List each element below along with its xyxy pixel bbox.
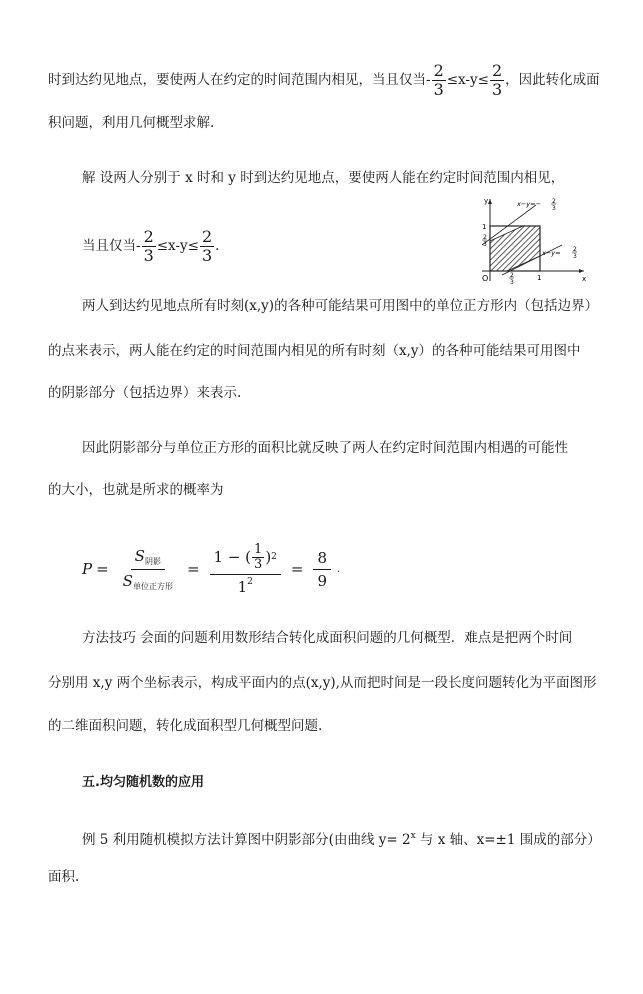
text-line — [48, 62, 600, 99]
text-line: 面积. — [48, 869, 80, 885]
lower-line-label: x−y= — [542, 249, 561, 257]
text-line: 解 设两人分别于 x 时和 y 时到达约见地点，要使两人能在约定时间范围内相见， — [82, 170, 565, 186]
upper-line-label: x−y=− — [517, 200, 542, 208]
fraction-numerator: 2 — [143, 227, 154, 246]
text-line: 两人到达约见地点所有时刻(x,y)的各种可能结果可用图中的单位正方形内（包括边界） — [82, 298, 599, 314]
text-span: 当且仅当- — [82, 238, 141, 254]
formula-p: P — [82, 560, 93, 578]
x-tick-frac-den: 3 — [510, 279, 514, 285]
formula-one-minus: 1 − ( — [213, 548, 252, 566]
fraction-denominator: 3 — [433, 80, 444, 99]
formula-sub-square: 单位正方形 — [132, 581, 173, 591]
fraction-denominator: 3 — [201, 246, 213, 265]
y-tick-frac-den: 3 — [483, 241, 487, 248]
result-den: 9 — [317, 571, 328, 590]
text-line: 的大小，也就是所求的概率为 — [48, 482, 224, 498]
formula-s: S — [134, 546, 145, 565]
text-span: 时到达约见地点，要使两人在约定的时间范围内相见，当且仅当- — [48, 72, 431, 88]
formula-equals: = — [186, 560, 200, 578]
fraction-numerator: 2 — [491, 61, 503, 80]
text-line — [82, 826, 601, 850]
formula-period: . — [337, 563, 341, 575]
x-tick-frac-num: 2 — [510, 272, 514, 279]
shaded-region — [490, 226, 540, 271]
computation-fraction — [210, 543, 281, 596]
inner-frac-num: 1 — [254, 541, 263, 557]
text-line: 积问题，利用几何概型求解. — [48, 115, 215, 131]
x-tick-one: 1 — [537, 274, 542, 282]
text-line: 因此阴影部分与单位正方形的面积比就反映了两人在约定时间范围内相遇的可能性 — [82, 440, 568, 456]
text-line: 的阴影部分（包括边界）来表示. — [48, 385, 242, 401]
formula-equals: = — [96, 560, 109, 578]
probability-formula — [82, 538, 340, 600]
text-span: 例 5 利用随机模拟方法计算图中阴影部分(由曲线 y= 2 — [82, 832, 411, 848]
unit-square-figure — [472, 193, 592, 285]
fraction-numerator: 2 — [201, 227, 213, 246]
result-num: 8 — [313, 549, 331, 570]
y-axis-arrow-icon — [488, 199, 492, 204]
formula-s: S — [122, 571, 133, 590]
fraction — [200, 228, 214, 265]
text-span: . — [215, 238, 220, 254]
y-axis-label: y — [484, 197, 489, 205]
text-span: 与 x 轴、x=±1 围成的部分） — [415, 832, 601, 848]
section-heading: 五.均匀随机数的应用 — [82, 775, 204, 790]
x-axis-label: x — [582, 275, 587, 283]
y-tick-frac-num: 2 — [483, 234, 487, 241]
upper-line-frac-num: 2 — [552, 198, 556, 205]
origin-label: O — [482, 274, 489, 283]
fraction-denominator: 3 — [491, 80, 503, 99]
upper-line-frac-den: 3 — [552, 205, 556, 212]
fraction — [432, 62, 446, 99]
lower-line-frac-num: 2 — [573, 246, 577, 253]
superscript: x — [410, 831, 416, 841]
formula-equals: = — [290, 560, 304, 578]
fraction — [142, 228, 156, 265]
fraction — [490, 62, 504, 99]
text-line: 方法技巧 会面的问题利用数形结合转化成面积问题的几何概型．难点是把两个时间 — [82, 630, 573, 646]
formula-close-paren: ) — [265, 548, 272, 566]
inner-frac-den: 3 — [254, 556, 263, 572]
fraction-numerator: 2 — [433, 61, 444, 80]
text-span: ，因此转化成面 — [505, 72, 600, 88]
formula-den-one: 1 — [237, 577, 248, 596]
text-line: 的二维面积问题，转化成面积型几何概型问题. — [48, 718, 323, 734]
fraction-denominator: 3 — [143, 246, 154, 265]
y-tick-one: 1 — [482, 223, 487, 231]
text-line — [82, 228, 219, 265]
result-fraction — [313, 549, 331, 590]
text-line: 的点来表示，两人能在约定的时间范围内相见的所有时刻（x,y）的各种可能结果可用图中 — [48, 343, 581, 359]
text-span: ≤x-y≤ — [446, 72, 489, 88]
text-line: 分别用 x,y 两个坐标表示，构成平面内的点(x,y),从而把时间是一段长度问题转化为平面图形 — [48, 675, 597, 691]
lower-line-frac-den: 3 — [573, 253, 577, 260]
formula-exponent: 2 — [271, 552, 277, 562]
formula-sub-shaded: 阴影 — [144, 556, 161, 566]
x-axis-arrow-icon — [579, 269, 584, 273]
formula-exponent: 2 — [247, 576, 253, 587]
area-ratio-fraction — [119, 547, 177, 592]
text-span: ≤x-y≤ — [156, 238, 199, 254]
